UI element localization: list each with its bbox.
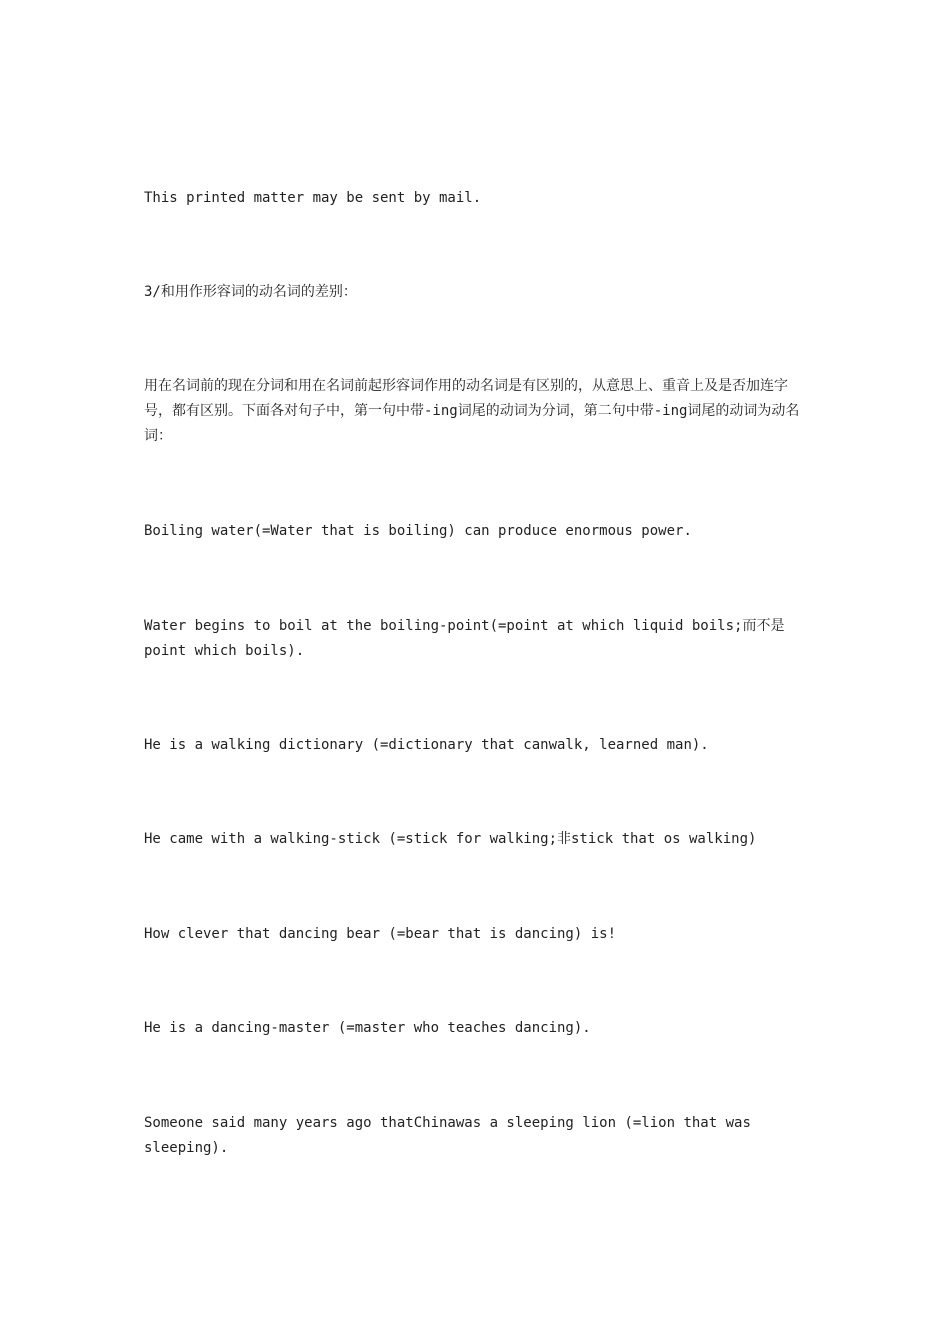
paragraph-7: He came with a walking-stick (=stick for walking;非stick that os walking) [144, 831, 757, 847]
paragraph-3: 用在名词前的现在分词和用在名词前起形容词作用的动名词是有区别的，从意思上、重音上及是否加连字号，都有区别。下面各对句子中，第一句中带-ing词尾的动词为分词，第二句中带-ing词尾的动词为动名词： [144, 378, 800, 444]
paragraph-1: This printed matter may be sent by mail. [144, 190, 482, 206]
paragraph-8: How clever that dancing bear (=bear that is dancing) is! [144, 926, 617, 942]
paragraph-2: 3/和用作形容词的动名词的差别： [144, 284, 357, 300]
paragraph-9: He is a dancing-master (=master who teaches dancing). [144, 1020, 591, 1036]
paragraph-4: Boiling water(=Water that is boiling) can produce enormous power. [144, 523, 692, 539]
paragraph-5: Water begins to boil at the boiling-point(=point at which liquid boils;而不是point which boils). [144, 618, 785, 659]
paragraph-6: He is a walking dictionary (=dictionary that canwalk, learned man). [144, 737, 709, 753]
paragraph-10: Someone said many years ago thatChinawas a sleeping lion (=lion that was sleeping). [144, 1115, 751, 1156]
